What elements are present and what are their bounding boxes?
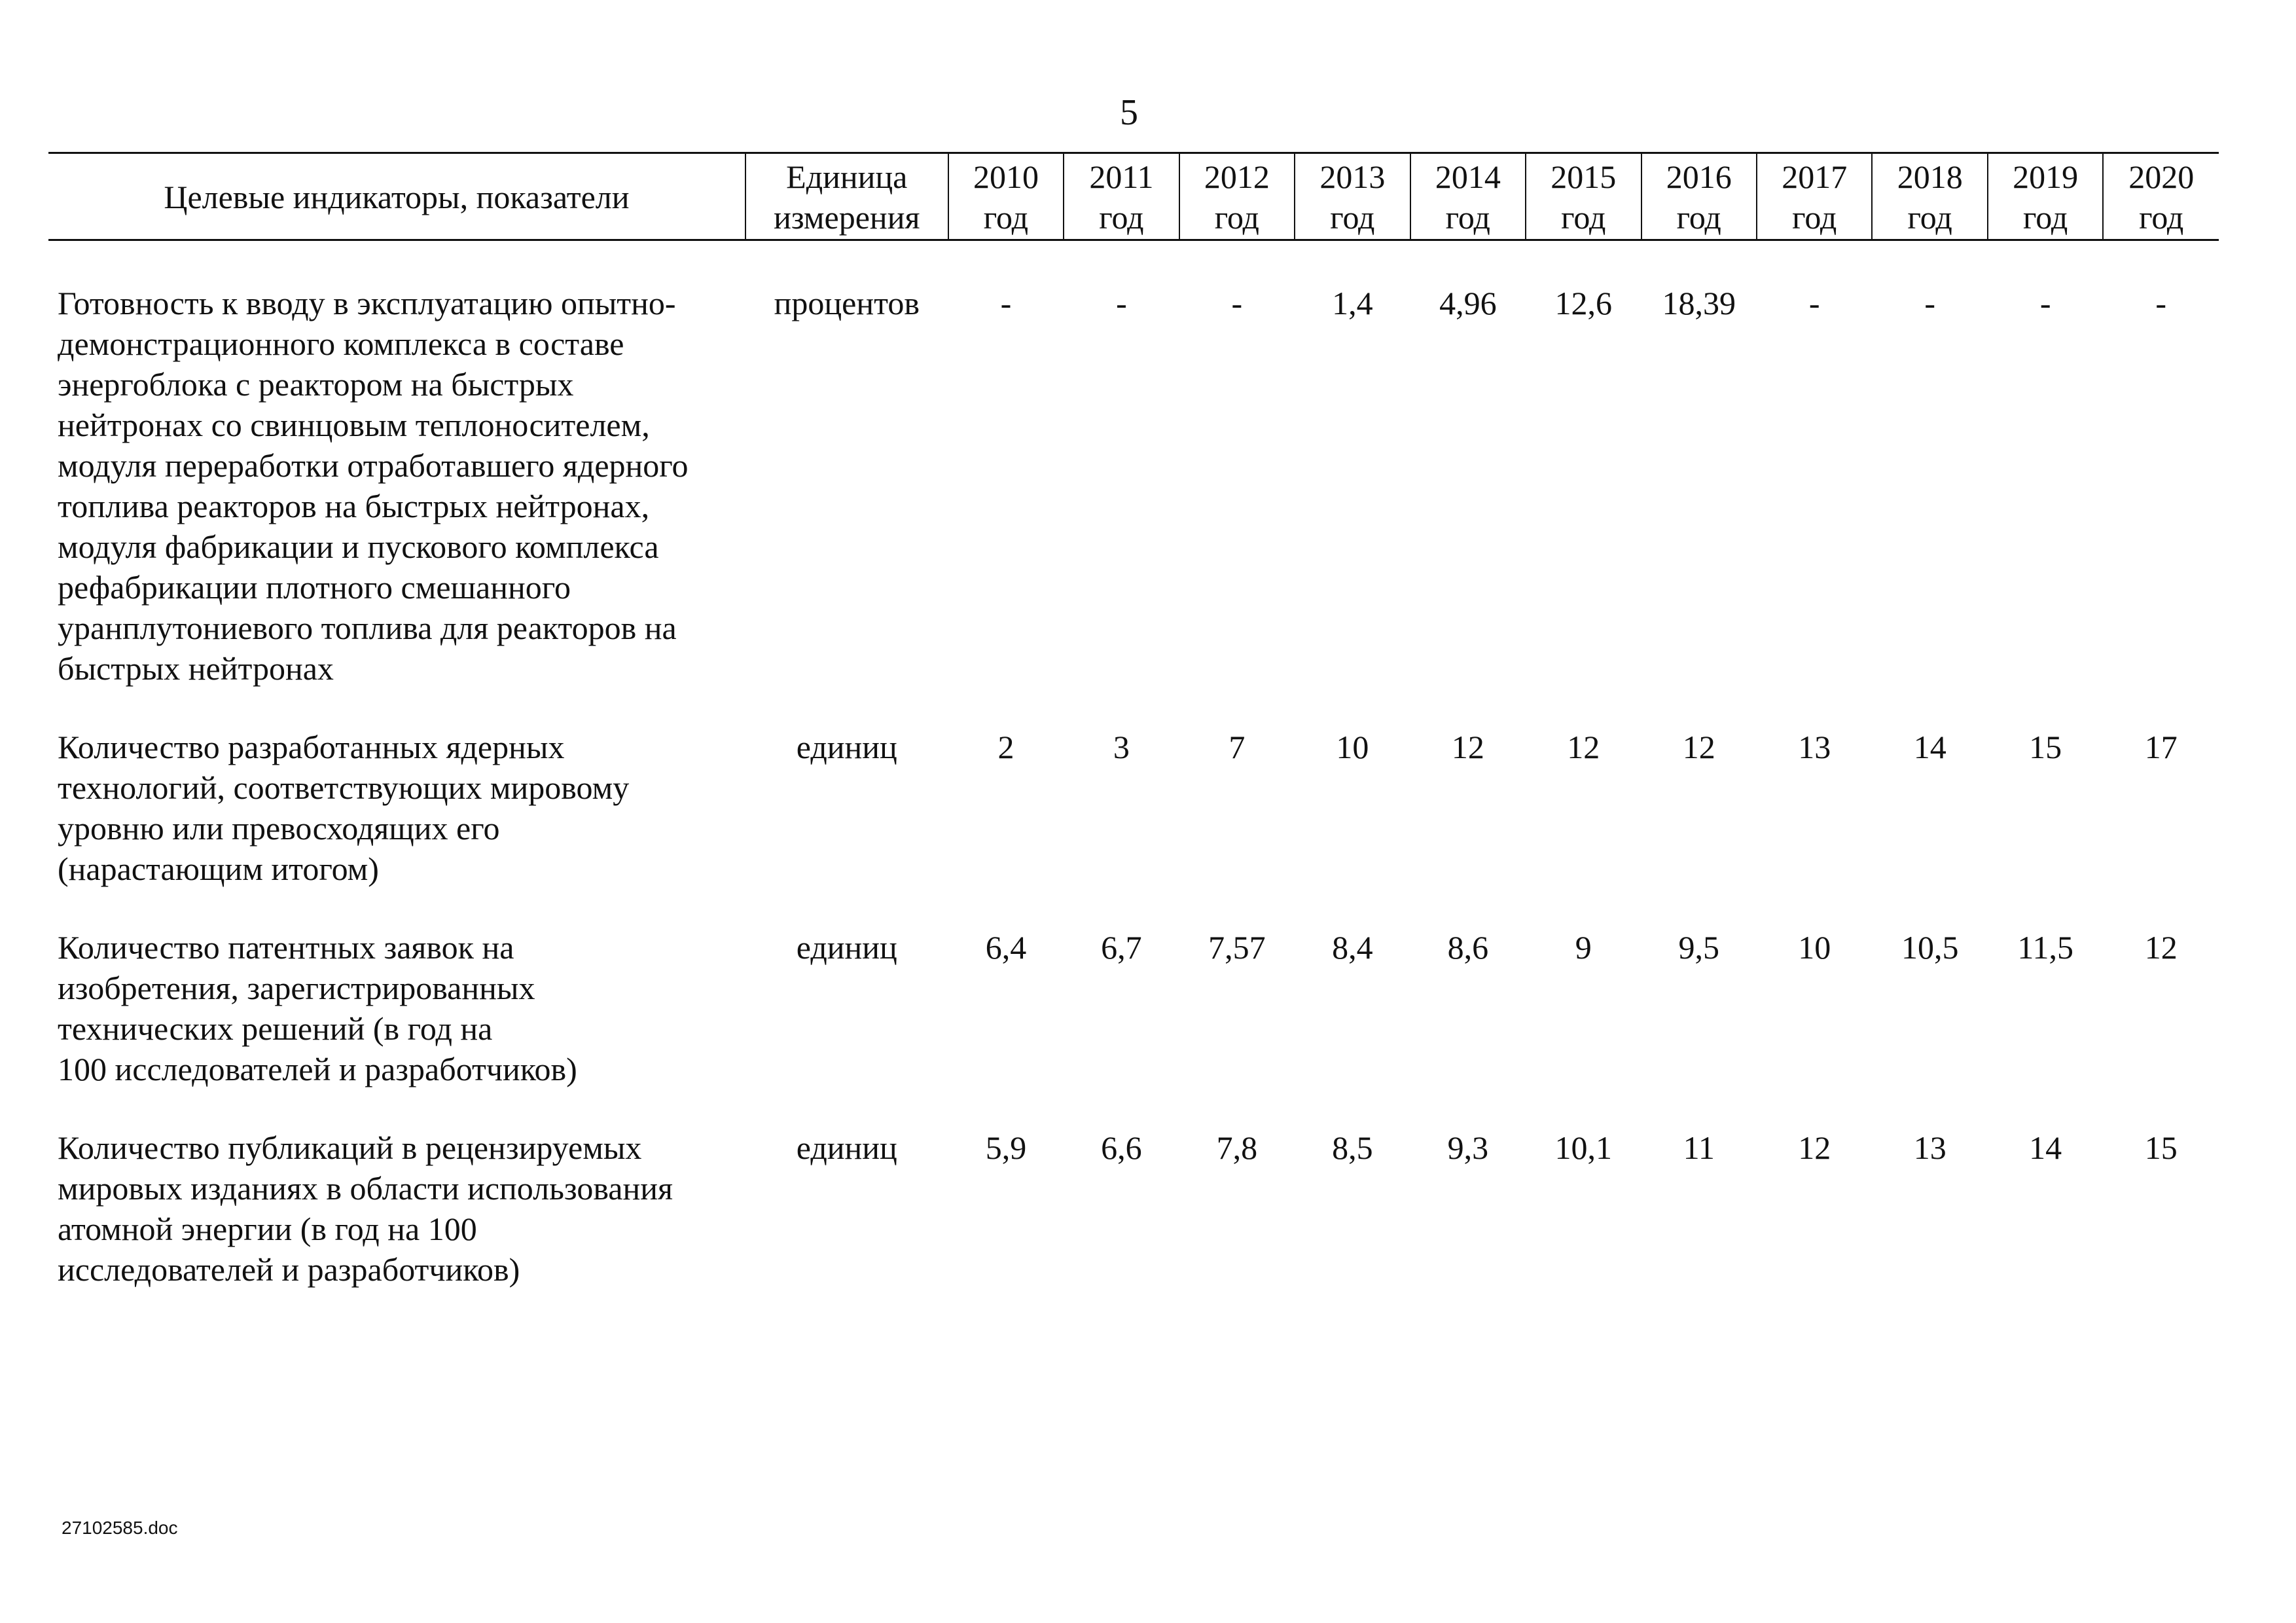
value-cell: 15	[2029, 729, 2062, 765]
value-cell: 9,3	[1447, 1129, 1489, 1166]
value-cell: 14	[1913, 729, 1946, 765]
header-year-suffix: год	[1792, 199, 1837, 236]
header-year-2020	[2103, 153, 2219, 240]
row-gap	[48, 689, 2219, 727]
indicator-name-line: уровню или превосходящих его	[58, 810, 500, 847]
value-cell: 12	[1682, 729, 1715, 765]
header-year-value: 2016	[1666, 158, 1732, 195]
header-year-value: 2018	[1897, 158, 1963, 195]
indicator-name-line: рефабрикации плотного смешанного	[58, 569, 571, 606]
header-year-value: 2012	[1204, 158, 1270, 195]
value-cell: 6,4	[985, 929, 1027, 966]
header-year-suffix: год	[1099, 199, 1144, 236]
indicator-name-line: топлива реакторов на быстрых нейтронах,	[58, 488, 650, 524]
indicator-name-line: мировых изданиях в области использования	[58, 1170, 673, 1207]
value-cell: 10	[1798, 929, 1831, 966]
header-year-2017	[1757, 153, 1872, 240]
table-spacer	[48, 240, 2219, 283]
indicator-name-line: исследователей и разработчиков)	[58, 1251, 520, 1288]
value-cell: 9	[1575, 929, 1592, 966]
indicator-name-line: изобретения, зарегистрированных	[58, 970, 535, 1006]
header-year-2012	[1179, 153, 1295, 240]
header-year-value: 2011	[1089, 158, 1154, 195]
value-cell: 14	[2029, 1129, 2062, 1166]
indicator-name-line: Готовность к вводу в эксплуатацию опытно-	[58, 285, 676, 321]
header-year-2015	[1526, 153, 1641, 240]
indicator-name-line: технологий, соответствующих мировому	[58, 769, 630, 806]
value-cell: 12	[2144, 929, 2178, 966]
value-cell: 6,7	[1101, 929, 1142, 966]
value-cell: 12	[1451, 729, 1484, 765]
header-year-suffix: год	[1445, 199, 1490, 236]
indicator-name-line: уранплутониевого топлива для реакторов на	[58, 610, 677, 646]
indicator-name-line: атомной энергии (в год на 100	[58, 1211, 477, 1247]
indicator-name-line: (нарастающим итогом)	[58, 850, 379, 887]
header-year-2019	[1988, 153, 2103, 240]
header-year-value: 2019	[2013, 158, 2079, 195]
header-year-2011	[1064, 153, 1179, 240]
indicator-name	[48, 283, 745, 689]
table-row	[48, 727, 2219, 889]
header-year-suffix: год	[2139, 199, 2184, 236]
value-cell: 17	[2144, 729, 2178, 765]
value-cell: 6,6	[1101, 1129, 1142, 1166]
value-cell: 13	[1913, 1129, 1946, 1166]
header-year-suffix: год	[2023, 199, 2068, 236]
document-id: 27102585.doc	[62, 1518, 178, 1538]
row-gap	[48, 1089, 2219, 1127]
value-cell: 13	[1798, 729, 1831, 765]
value-cell: 15	[2144, 1129, 2178, 1166]
value-cell: -	[2039, 285, 2051, 321]
value-cell: 7,8	[1216, 1129, 1258, 1166]
indicator-name-line: технических решений (в год на	[58, 1010, 493, 1047]
value-cell: 9,5	[1678, 929, 1719, 966]
value-cell: 10	[1336, 729, 1369, 765]
header-year-2014	[1410, 153, 1526, 240]
unit-cell: единиц	[796, 1129, 897, 1166]
value-cell: 8,5	[1332, 1129, 1373, 1166]
header-year-2010	[948, 153, 1064, 240]
table-header-row	[48, 153, 2219, 240]
table-row	[48, 927, 2219, 1089]
value-cell: -	[1116, 285, 1127, 321]
value-cell: 10,5	[1901, 929, 1959, 966]
header-indicator: Целевые индикаторы, показатели	[48, 153, 745, 240]
value-cell: 2	[997, 729, 1014, 765]
header-year-suffix: год	[1330, 199, 1375, 236]
row-gap	[48, 889, 2219, 927]
indicator-name-line: демонстрационного комплекса в составе	[58, 325, 624, 362]
unit-cell: единиц	[796, 729, 897, 765]
indicator-name-line: энергоблока с реактором на быстрых	[58, 366, 574, 403]
value-cell: -	[1000, 285, 1012, 321]
value-cell: 5,9	[985, 1129, 1027, 1166]
value-cell: 8,4	[1332, 929, 1373, 966]
header-unit	[745, 153, 948, 240]
header-year-suffix: год	[1676, 199, 1721, 236]
value-cell: 10,1	[1554, 1129, 1613, 1166]
indicator-name	[48, 927, 745, 1089]
header-year-value: 2020	[2128, 158, 2195, 195]
header-year-2016	[1641, 153, 1757, 240]
indicators-table	[48, 152, 2219, 1290]
page-number: 5	[1120, 92, 1138, 133]
indicator-name-line: Количество патентных заявок на	[58, 929, 514, 966]
indicator-name	[48, 1127, 745, 1290]
header-year-suffix: год	[1907, 199, 1952, 236]
indicator-name-line: 100 исследователей и разработчиков)	[58, 1051, 577, 1087]
table-body	[48, 240, 2219, 1290]
indicator-name-line: Количество публикаций в рецензируемых	[58, 1129, 642, 1166]
value-cell: 11,5	[2017, 929, 2073, 966]
header-year-value: 2014	[1435, 158, 1501, 195]
value-cell: 7	[1229, 729, 1246, 765]
value-cell: 1,4	[1332, 285, 1373, 321]
value-cell: -	[1808, 285, 1820, 321]
unit-cell: процентов	[774, 285, 920, 321]
indicator-name-line: быстрых нейтронах	[58, 650, 334, 687]
table-row	[48, 283, 2219, 689]
header-unit-line1: Единица	[786, 158, 908, 195]
unit-cell: единиц	[796, 929, 897, 966]
value-cell: 11	[1683, 1129, 1715, 1166]
value-cell: 4,96	[1439, 285, 1497, 321]
header-year-suffix: год	[1561, 199, 1606, 236]
value-cell: 12	[1798, 1129, 1831, 1166]
indicator-name	[48, 727, 745, 889]
indicator-name-line: модуля фабрикации и пускового комплекса	[58, 528, 659, 565]
header-year-suffix: год	[983, 199, 1029, 236]
value-cell: 12	[1567, 729, 1600, 765]
value-cell: 18,39	[1662, 285, 1736, 321]
header-year-value: 2013	[1319, 158, 1386, 195]
value-cell: 8,6	[1447, 929, 1489, 966]
value-cell: 7,57	[1208, 929, 1266, 966]
value-cell: -	[1924, 285, 1936, 321]
header-year-value: 2010	[973, 158, 1039, 195]
indicator-name-line: модуля переработки отработавшего ядерного	[58, 447, 689, 484]
value-cell: -	[1231, 285, 1243, 321]
header-year-2018	[1872, 153, 1987, 240]
table-row	[48, 1127, 2219, 1290]
indicator-name-line: Количество разработанных ядерных	[58, 729, 565, 765]
value-cell: 3	[1113, 729, 1130, 765]
value-cell: -	[2155, 285, 2167, 321]
header-year-2013	[1295, 153, 1410, 240]
value-cell: 12,6	[1554, 285, 1613, 321]
header-year-value: 2017	[1782, 158, 1848, 195]
indicator-name-line: нейтронах со свинцовым теплоносителем,	[58, 407, 650, 443]
header-year-suffix: год	[1214, 199, 1259, 236]
header-unit-line2: измерения	[774, 199, 920, 236]
header-year-value: 2015	[1551, 158, 1617, 195]
